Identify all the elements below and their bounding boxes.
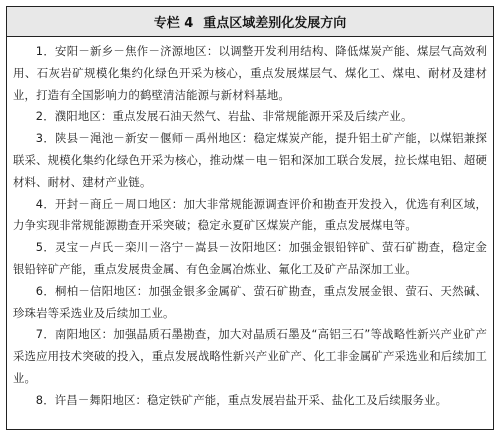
- feature-box: [6, 6, 494, 430]
- list-item: 4．开封－商丘－周口地区：加大非常规能源调查评价和勘查开发投入，优选有利区域，力争实现非常规能源勘查开采突破；稳定永夏矿区煤炭产能，重点发展煤电等。: [13, 196, 487, 233]
- list-item: 3．陕县－渑池－新安－偃师－禹州地区：稳定煤炭产能，提升铝土矿产能，以煤铝兼探联采、规模化集约化绿色开采为核心，推动煤－电－铝和深加工联合发展，拉长煤电铝、超硬材料、耐材、建材产业链。: [13, 131, 487, 189]
- box-label: 专栏 4: [153, 16, 194, 31]
- list-item: 5．灵宝－卢氏－栾川－洛宁－嵩县－汝阳地区：加强金银铅锌矿、萤石矿勘查，稳定金银铅锌矿产能，重点发展贵金属、有色金属冶炼业、氟化工及矿产品深加工业。: [13, 240, 487, 276]
- list-item: 6．桐柏－信阳地区：加强金银多金属矿、萤石矿勘查，重点发展金银、萤石、天然碱、珍珠岩等采选业及后续加工业。: [13, 283, 487, 320]
- list-item: 7．南阳地区：加强晶质石墨勘查，加大对晶质石墨及“高铝三石”等战略性新兴产业矿产采选应用技术突破的投入，重点发展战略性新兴产业矿产、化工非金属矿产采选业和后续加工业。: [13, 327, 487, 385]
- box-title: 重点区域差别化发展方向: [203, 16, 347, 31]
- list-item: 8．许昌－舞阳地区：稳定铁矿产能，重点发展岩盐开采、盐化工及后续服务业。: [35, 392, 448, 407]
- box-title-bar: [7, 7, 493, 37]
- list-item: 1．安阳－新乡－焦作－济源地区：以调整开发利用结构、降低煤炭产能、煤层气高效利用、石灰岩矿规模化集约化绿色开采为核心，重点发展煤层气、煤化工、煤电、耐材及建材业，打造有全国影响力的鹤壁清洁能源与新材料基地。: [13, 44, 487, 102]
- list-item: 2．濮阳地区：重点发展石油天然气、岩盐、非常规能源开采及后续产业。: [35, 109, 413, 124]
- box-content: [7, 37, 493, 412]
